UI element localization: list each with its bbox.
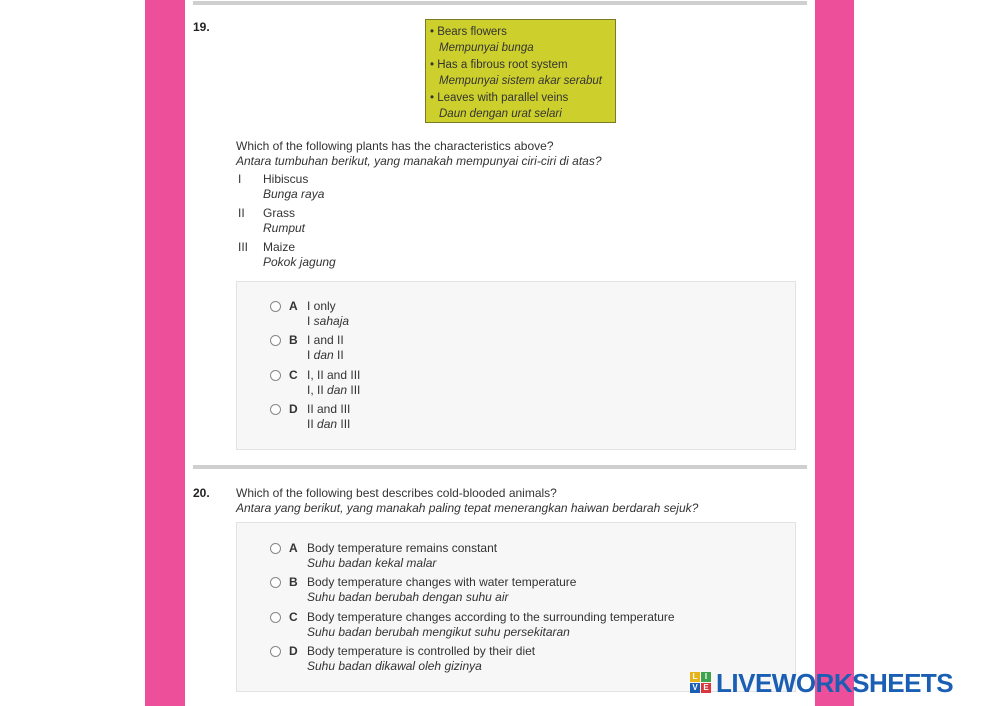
characteristic-item: • Leaves with parallel veins Daun dengan urat selari (430, 92, 569, 120)
logo-mark-icon: L I V E (690, 672, 712, 694)
question-19-number: 19. (193, 20, 210, 34)
characteristic-item: • Has a fibrous root system Mempunyai sistem akar serabut (430, 59, 602, 87)
right-pink-margin (815, 0, 854, 706)
question-20-number: 20. (193, 486, 210, 500)
question-divider (193, 465, 807, 469)
radio-button[interactable] (270, 301, 281, 312)
radio-button[interactable] (270, 612, 281, 623)
question-19-text: Which of the following plants has the characteristics above? Antara tumbuhan berikut, yang manakah mempunyai ciri-ciri di atas? (236, 139, 602, 168)
radio-button[interactable] (270, 543, 281, 554)
question-20-text: Which of the following best describes cold-blooded animals? Antara yang berikut, yang manakah paling tepat menerangkan haiwan berdarah sejuk? (236, 486, 699, 515)
radio-button[interactable] (270, 370, 281, 381)
radio-button[interactable] (270, 335, 281, 346)
logo-wordmark: LIVEWORKSHEETS (716, 668, 954, 698)
characteristics-box (425, 19, 616, 123)
left-pink-margin (145, 0, 185, 706)
radio-button[interactable] (270, 577, 281, 588)
radio-button[interactable] (270, 646, 281, 657)
top-divider (193, 1, 807, 5)
radio-button[interactable] (270, 404, 281, 415)
characteristic-item: • Bears flowers Mempunyai bunga (430, 26, 534, 54)
